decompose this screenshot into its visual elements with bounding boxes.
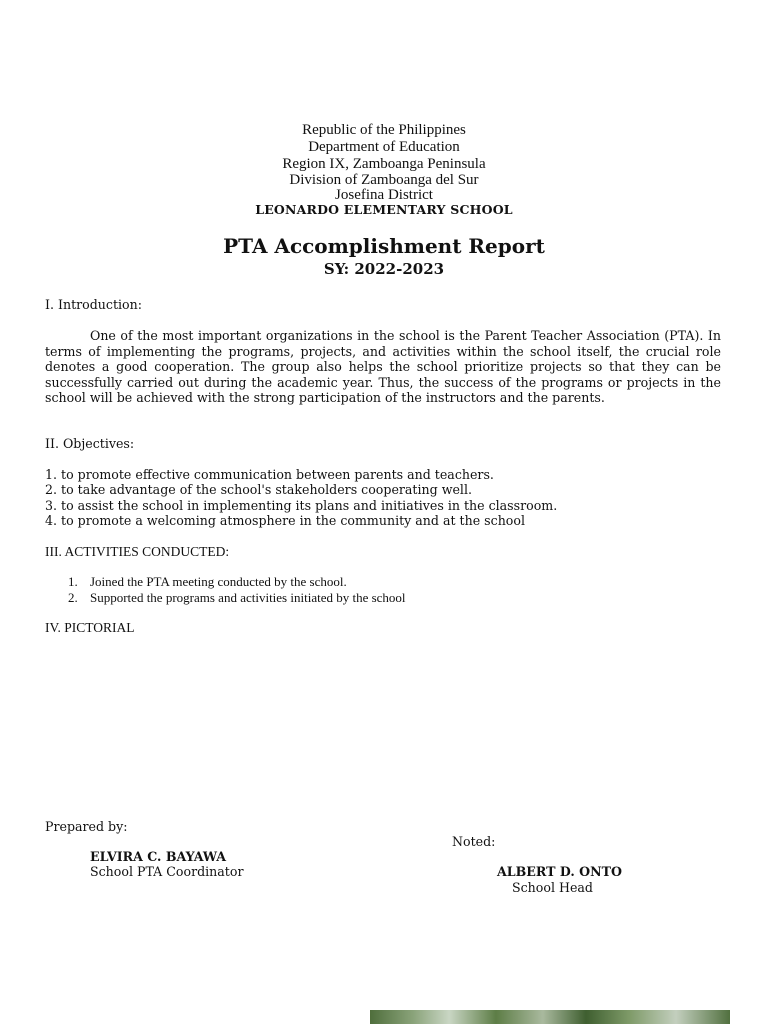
introduction-heading: I. Introduction: [45, 297, 142, 312]
objective-item: 2. to take advantage of the school's stakeholders cooperating well. [45, 482, 472, 497]
header-department: Department of Education [308, 139, 460, 155]
header-school-name: LEONARDO ELEMENTARY SCHOOL [255, 202, 513, 217]
noted-by-title: School Head [512, 880, 593, 895]
objectives-heading: II. Objectives: [45, 436, 135, 451]
noted-label: Noted: [452, 834, 496, 849]
noted-by-name: ALBERT D. ONTO [497, 864, 622, 879]
prepared-by-label: Prepared by: [45, 819, 128, 834]
report-title: PTA Accomplishment Report [223, 234, 545, 258]
list-item [68, 590, 406, 606]
list-item-number: 2. [68, 589, 78, 605]
list-item-text: Supported the programs and activities initiated by the school [90, 589, 406, 605]
objective-item: 4. to promote a welcoming atmosphere in the community and at the school [45, 513, 526, 528]
header-district: Josefina District [335, 187, 433, 203]
school-year: SY: 2022-2023 [323, 260, 445, 278]
prepared-by-title: School PTA Coordinator [90, 864, 244, 879]
activities-heading: III. ACTIVITIES CONDUCTED: [45, 544, 230, 559]
list-item-number: 1. [68, 574, 78, 589]
pictorial-heading: IV. PICTORIAL [45, 620, 135, 635]
introduction-paragraph: One of the most important organizations in the school is the Parent Teacher Association (PTA). In terms of implementing the programs, projects, and activities within the school itself, the crucial role denotes a good cooperation. The group also helps the school prioritize projects so that they can be successfully carried out during the academic year. Thus, the success of the programs or projects in the school will be achieved with the strong participation of the instructors and the parents. [45, 328, 721, 405]
header-region: Region IX, Zamboanga Peninsula [282, 156, 486, 172]
prepared-by-name: ELVIRA C. BAYAWA [90, 849, 227, 864]
header-division: Division of Zamboanga del Sur [289, 172, 479, 188]
objective-item: 3. to assist the school in implementing its plans and initiatives in the classroom. [45, 498, 558, 513]
list-item [68, 574, 406, 590]
activities-list [68, 574, 406, 605]
pictorial-photo [370, 1010, 730, 1024]
header-republic: Republic of the Philippines [302, 122, 466, 138]
list-item-text: Joined the PTA meeting conducted by the school. [90, 574, 347, 589]
objective-item: 1. to promote effective communication between parents and teachers. [45, 467, 494, 482]
